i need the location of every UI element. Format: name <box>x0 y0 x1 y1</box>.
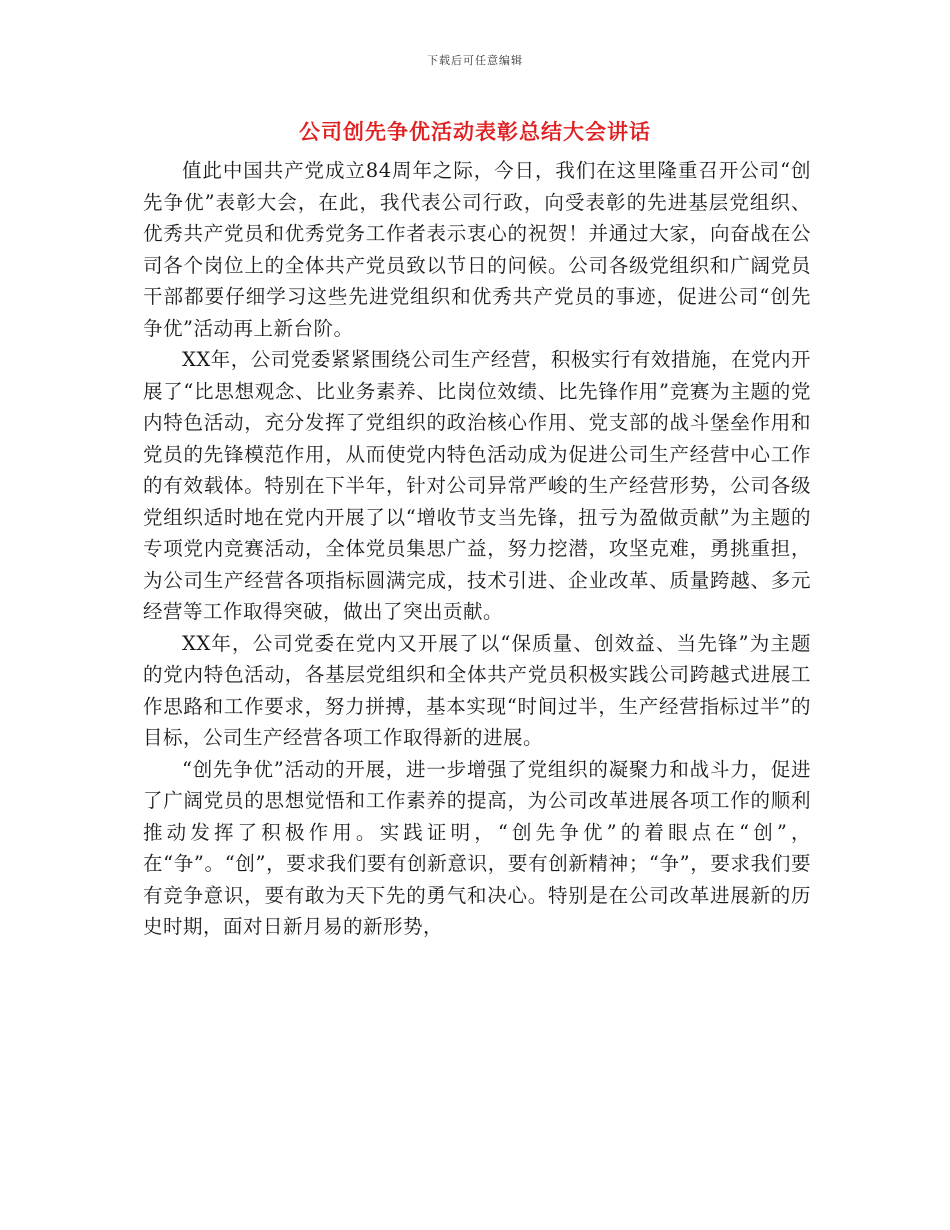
document-title: 公司创先争优活动表彰总结大会讲话 <box>299 119 651 144</box>
paragraph-1: 值此中国共产党成立84周年之际，今日，我们在这里隆重召开公司“创先争优”表彰大会，在此，我代表公司行政，向受表彰的先进基层党组织、优秀共产党员和优秀党务工作者表示衷心的祝贺！并通过大家，向奋战在公司各个岗位上的全体共产党员致以节日的问候。公司各级党组织和广阔党员干部都要仔细学习这些先进党组织和优秀共产党员的事迹，促进公司“创先争优”活动再上新台阶。 <box>143 159 811 340</box>
document-body <box>143 155 811 943</box>
paragraph-3: XX年，公司党委在党内又开展了以“保质量、创效益、当先锋”为主题的党内特色活动，各基层党组织和全体共产党员积极实践公司跨越式进展工作思路和工作要求，努力拼搏，基本实现“时间过半，生产经营指标过半”的目标，公司生产经营各项工作取得新的进展。 <box>143 631 811 749</box>
paragraph-4: “创先争优”活动的开展，进一步增强了党组织的凝聚力和战斗力，促进了广阔党员的思想觉悟和工作素养的提高，为公司改革进展各项工作的顺利推动发挥了积极作用。实践证明，“创先争优”的着眼点在“创”，在“争”。“创”，要求我们要有创新意识，要有创新精神；“争”，要求我们要有竞争意识，要有敢为天下先的勇气和决心。特别是在公司改革进展新的历史时期，面对日新月易的新形势， <box>143 757 811 938</box>
header-note: 下载后可任意编辑 <box>427 54 523 67</box>
paragraph-2: XX年，公司党委紧紧围绕公司生产经营，积极实行有效措施，在党内开展了“比思想观念、比业务素养、比岗位效绩、比先锋作用”竞赛为主题的党内特色活动，充分发挥了党组织的政治核心作用、党支部的战斗堡垒作用和党员的先锋模范作用，从而使党内特色活动成为促进公司生产经营中心工作的有效载体。特别在下半年，针对公司异常严峻的生产经营形势，公司各级党组织适时地在党内开展了以“增收节支当先锋，扭亏为盈做贡献”为主题的专项党内竞赛活动，全体党员集思广益，努力挖潜，攻坚克难，勇挑重担，为公司生产经营各项指标圆满完成，技术引进、企业改革、质量跨越、多元经营等工作取得突破，做出了突出贡献。 <box>143 348 811 623</box>
